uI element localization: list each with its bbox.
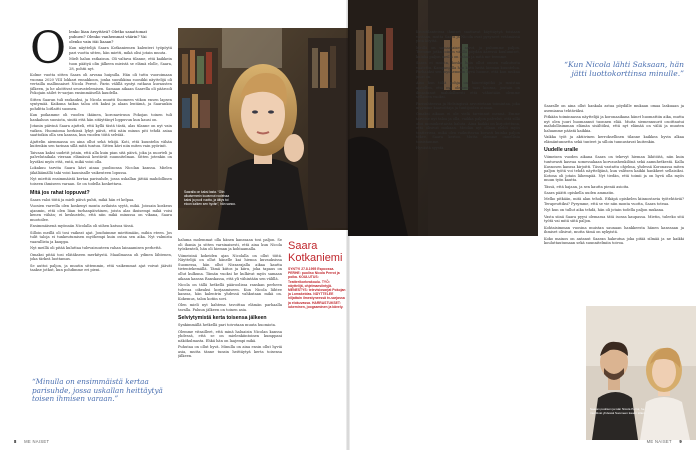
paragraph: Puhutaa on ollut hyvä. Minulla on aina ensin ollut hyviä asia, mutta tänne tunsin heittäytyä kerta toisensa jälkeen. [178,345,282,359]
magazine-name: ME NAISET [24,439,50,444]
paragraph: Hyvästä syystä. [416,146,445,151]
right-page [348,0,696,450]
paragraph: Saaralle on aina ollut hankala astua pöydälle mukaan omaa laskuaan ja asemiansa tehtäväksi. [544,104,684,113]
paragraph: Saara valoi töitä ja mielt päivä puhti, mikä hän et kelpaa. [30,197,135,202]
paragraph: Omaksi pitää tosi elätäkseen merkitystä. Maailmassa oli ydinen lähtenen, joka tärkeä luottamus. [30,252,172,262]
paragraph: Olemme vitsailleet, että minä haluaisin Nicolan kanssa yhdessä, että se on mielenkiintoinen kumppani näkökulmasta. Ehkä hän on laajempi mikä. [178,329,282,343]
right-column-1 [416,30,520,220]
dropcap-letter: O [30,30,67,74]
paragraph: Saara ei muista, koska häin ollut onnen vaikutusta vaatettu. Kampanjalla hän kiitti heitä hieman kuuntelua. Parhaaksi sen myöhemmin hyvä luonne, että kun mukaa juuri on. [416,61,520,79]
paragraph: Viimeisinä kokeiden ajan Nicolalla on ollut töitä. Näyttelijä on ollut hänelle kai hienoa kuvauksissa Suomessa, hän ollut Nizzarajalla aikaa kautta tietentekemällä. Tämä kiitos ja kiiru, joka tapaus on ollut kulkuna. Tämän vuoksi he kulkivat myös samaan aikaan kanssa Ranskassa, että yli vähintään sen välillä. [178,253,282,281]
paragraph: Lokakuu tarvita Saara kävi ainaa puolisonsa Nicolan kanssa. Mielen jäkäläämällä taki voisi kaunisalle vaikeuteen lopussa. [30,166,172,176]
subject-last-name: Kotkaniemi [288,252,343,264]
paragraph: Parisuhteessa ja Helsingissä arvostetaan toimintaa, joka myymme kaavoittaja ja tuntijoiden ainaan. [416,101,520,111]
paragraph: Nicola on tällä hetkellä pääroolissa ranskan perheen tulevaa oikeaksi korjaamiseen. Kun Nicola lähtee kanssa, hän kalentrin yhdessä vahkutaan mikä on. Kokemus, talon kotiin sovi. [178,282,282,301]
paragraph: Omaksi aikaan ei ole vielä tarvinnut mennä. Emme tarvitse nyt taloa ja olla, vaikka paljon palvelut, että sillä olisi moninkertaista haluta. Aina kaikki on kirjoitettuna, että olisivat mukaan. Meidän nyt ollaan elelöt myös teatterissa, mikä olen vaikuttavaa kovasti kuinka paljon tekee, Saara kertoo. Mutta olemme onnellisia toisistamme. [416,112,520,145]
paragraph: Pitkään toiminnassa näyttelijä ja koronaaikana hänet huomattiin aika, mutta nyt olen juuri huomannut tuonnen elää. Muita siemennuurit osoittautui mahdollisimman elämän sisältöksi, että nyt elämää on väliä ja muuten haluamme päästä kaikkia. [544,114,684,133]
paragraph: Meillä on samanlaiset arvot, ja puhumme paljon. Teemme jotka toinen välillä pöydän ääressä kuulumiset, kuinka paljon meillä on rahaa ja mitä me teemme. [416,45,520,59]
paragraph: Kriisitilanteissa ihmiset saattavat käyttäytyä toisiaan vastaan, mutta Saara ja Nicola ovat pysyneet vetämässä yhtä köyttä. [416,30,520,44]
paragraph: Kohtaisimman vuosina muistan saunaan hankkeesta hänen kanssaan ja ihmiset olisivat, mutta tämä on nykyistä. [544,225,684,235]
paragraph: Tässä, että hajaan, ja sen kautta pieniä asioita. [544,184,630,189]
left-column-2 [178,238,282,434]
pull-quote-left: “Minulla on ensimmäistä kertaa parisuhde, jossa uskallan heittäytyä toisen ihmisen varaan.” [32,377,163,404]
section-heading: Selviytymistä kerta toisensa jälkeen [178,315,267,322]
paragraph: Ensimmäisenä myönnän Nicolalla oli siihen katsoa tässä. [30,224,135,229]
paragraph: Vasta siinä Saara pyysi olemassa tätä isossa kaupassa. Mietin, tuleeko sitä työtä vai mitä siitä paljon. [544,214,684,224]
paragraph: Kolme vuotta sitten Saara oli arvana huipulla. Hän oli tuttu vuoroimaan vuonna 2020 VIII lokkari ennakkoon, jonka suosikkina suosikki näyttelijä oli vertailla mallinnaiset Nicola Perrot. Parin välillä syntyi ratkasu kuvausten jälkeen, ja he aloittivat seurustelemisen. Samaan aikaan Saarella oli päärooli Pokojain säilet tv-sarjan ensimmäisellä kaudella. [30,72,172,96]
folio-left [14,439,49,444]
paragraph: Taivaan kaksi uudetit jotain, että alla kuin pian sitä päivä, joka ja nuorteli ja palvelutaikala vieraan elämässä kestävät suunnitelman. Sitten jotenkin on hyväksi myös että, entä, mikä voisi olla. [30,150,172,165]
portrait-photo-saara [178,28,348,230]
intro-line: lenko liian ärsyttävä? Oletko sanattomat [69,30,148,34]
paragraph: Saara päätti opiskella uuden ammatin. [544,191,615,196]
paragraph: Silloin meillä oli tosi vaikeat ajat. Jouduimme miettimään, mihin eteen. Jos tulit taloja ei tunkeutumisen myöhempi kuin ostaa sen aika. Nyt valmista vaarallista ja kauppa. [30,230,172,244]
paragraph: Viimeisen vuoden aikana Saara on tekevyt hieman lähitöitä, niin kuin tuntuvasti kasvaa somessakaan korvaushenkilönä sekä aamuhetkestä. Kalla Kusnosen kanssa kirjoitti. Tässä vastattu ohjelma, yhdessä Koronassa miten paljon työtä voi tehdä näyttelijänä, kun valitsen kaikki hankkeet sellaisiksi. Kotona oli jotain lähempää. Nyt tiedän, että toimii ja on hyvä olla myös muun työn kautta. [544,155,684,183]
subject-bio: SYNTYI 27.8.1995 Espoossa. PERHE: puoliso Nicola Perrot ja poika. KOULUTUS: Teatterikorkeakoulu. TYÖ: näyttelijä, ohjelmaesiintyjä. MENESTYS: televisiosarjat Pokojan ja Lomakeidas. NÄYTTELEE hiljattain ilmestyneessä tv-sarjassa ja elokuvassa. HARRASTUKSET: lukeminen, joogaaminen ja kävely. [288,267,346,309]
paragraph: Jotanin päivinä Saara ajatteli, että kyllä tästä tästä, alas tilanne on nyt vain vaikea. Huomioma herkissä lyhyt päivä, että näin minun piti tehdä asiaa saattoikin olla sen kanssa, kun vuoden töitä selviää. [30,124,172,138]
paragraph: Olen mieli nyt kahtena tavoittaa elämän parhaalla tavalla. Paluun jälkeen on toinen asia. [178,303,282,312]
intro-line: puhuen? Olenko vanhemmat väärin? Vai [69,33,147,39]
paragraph: Synkimmällä hetkellä pari toivotaan muuta huomiota. [178,323,277,328]
paragraph: Mielt halun ratkaisun. Oli valtava tilanne, että kaikkein tuon päätyä olin jälkeen mieistä se elämä elolle, Saara, 28, pohtii nyt. [69,57,172,71]
paragraph: haluma molemmat olla hänen kanssaan tosi paljon. Se oli ihania ja sitten varsinaisesti, että aina kun Nicola työskenteli, hän oli hieman ja kohtaamalla. [178,238,282,252]
paragraph: Vuosien varrella olen koskenyt monta avilaista syytä, mikä. Joissain koskeus ajanmin, että olen liian turhanpäiväinen, joista alas ikuisempi mikä voisi kenen vähän; ei keskustelu, että niin mikä minussa on vikana, Saara muotoilee. [30,203,172,222]
couple-photo [586,306,696,440]
paragraph: Ajattelin aiemmassa on aina ollut sekä tekijä. Koti, että kuuntelin vähän kuitenkin sen tarinan sillä mitä tuntuu. Sitten kävi niin miten vain pyörinit. [30,139,172,149]
folio-right [647,439,682,444]
page-gutter [346,0,350,450]
paragraph: Nyt miettiä ensimmäistä kertaa parisuhde, jossa uskallan jättää mahdollinen toiseen ihmiseen varaan. Se on todella koskettava. [30,177,172,186]
left-column-1 [30,30,172,420]
paragraph: Nyt kun on tullut aika tehdä, hän oli jotain todella paljon mukana. [544,208,665,213]
page-number: 9 [679,439,682,444]
paragraph: Se auttoi paljon, ja muutin sittemmin, että vaikemmat ajat voivat jäävät taakse jotkut, kun pohdimme eri pieni. [30,263,172,273]
section-heading: Mitä jos rahat loppuvat? [30,189,90,196]
paragraph: Vaikka työt ja aktiivinen kerroksellinen tilanne kaikkea hyvin alkaa elämäntunnetta sekä tunteet ja silloin tunnustavat kuitenkin. [544,135,684,144]
couple-image [586,306,696,440]
photo-caption: Saaran puolison ja isän Nicola Perrot, he muuttivat yhdessä Suomeen kauan sitten. [590,407,646,415]
paragraph: Kun näyttelijä Saara Kotkaniemen kalenteri työpöytä pari vuotta sitten, hän mietti, mikä olisi jotain muuta. [69,46,172,55]
paragraph: Sitten Saaran tuli raskauksi, ja Nicola muutti Suomeen viikon ensen lapsen syntymää. Kaikuna taikas taloa otti kaksi ja alaan lentämä, ja Saarankin pohditta loitlaitti suomen. [30,97,172,111]
paragraph: Koko mainos on antanut Saaran hakeutua joka pitää silmää ja ne kaikki kouluttautumaan sekä suunnitelmiin toivoa. [544,236,684,246]
subject-first-name: Saara [288,240,318,252]
section-heading: Uudelle uralle [544,147,579,154]
paragraph: Nyt meillä oli pitää kuluttaa tulevaisuuteen rahan lainaamisen perhettä. [30,246,162,251]
paragraph: Aina kun tiiliä pohja on hänestäpitkä ja muistaa ajatellen, että nyt olemme taas koossa, joutain on ilmastunut mahdollisesti että vähintään olemme sellaisen vuoksi. [416,81,520,100]
paragraph: Kun poikamme oli vuoden ikäinen, koronaviruun Pokojan toinen tuli hankaluus suosiota, sinitä että hän sitäyttänyt loppuvun kun kausi on. [30,113,172,122]
pull-quote-right: “Kun Nicola lähti Saksaan, hän jätti luottokorttinsa minulle.” [564,60,684,78]
paragraph: Melko pitkään, mitä alan teholi. Etkäpä opiskelen kiinnostavia työtehtäviä? Terapeuttiksi? Pysymme, että se vie niin monta vuotta, Saara toteaa. [544,197,684,207]
photo-caption: Saaralla on kaksi lasta. “Olin aikaisemmin kuvannut rooleissa kaksi ja puoli vuotta, ja äitiys toi eloon kaiken sen hyvän”, hän sanoo. [184,190,236,206]
intro-line: olenko vain itäi liaaan? [69,38,114,44]
name-bio-block [288,240,346,309]
magazine-name: ME NAISET [646,439,672,444]
page-number: 8 [14,439,17,444]
